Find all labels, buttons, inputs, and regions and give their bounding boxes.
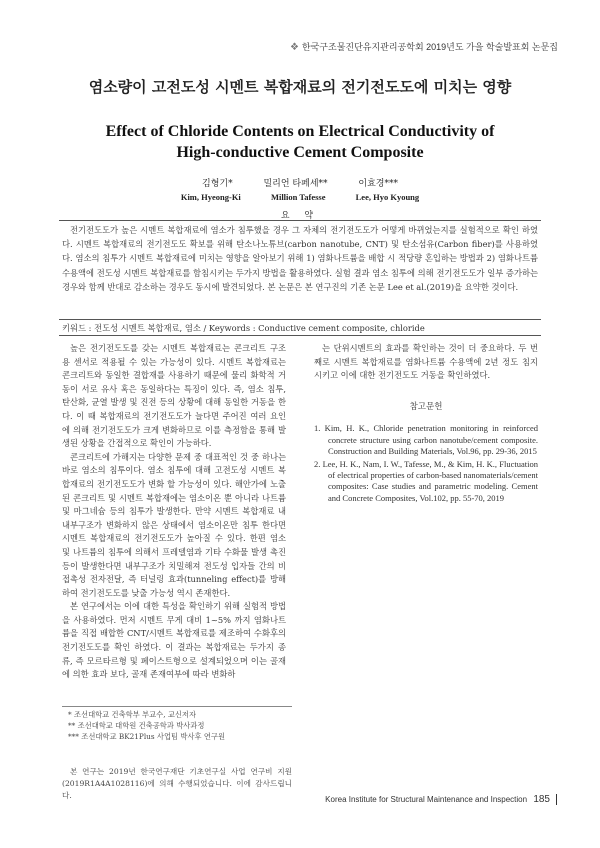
page-number: 185 (533, 794, 557, 805)
running-header (290, 40, 558, 53)
author-en-2: Million Tafesse (270, 192, 326, 202)
title-korean: 염소량이 고전도성 시멘트 복합재료의 전기전도도에 미치는 영향 (88, 78, 512, 96)
body-paragraph: 콘크리트에 가해지는 다양한 문제 중 대표적인 것 중 하나는 바로 염소의 침투이다. 염소 침투에 대해 고전도성 시멘트 복합재료의 전기전도도가 변화 할 가능성이 있다. 해안가에 노출된 콘크리트 및 시멘트 복합재에는 염소이온 뿐 아니라 나트륨 및 마그네슘 등의 침투가 발생한다. 만약 시멘트 복합재료 내 내부구조가 변화하지 않은 상태에서 염소이온만 침투 한다면 시멘트 복합재료의 전기전도도가 높아질 수 있다. 한편 염소 및 나트륨의 침투에 의해서 프레델염과 기타 수화물 발생 촉진 등이 발생한다면 내부구조가 치밀해져 전도성 입자들 간의 비접촉성 전자전달, 즉 터널링 효과(tunneling effect)를 방해 하여 전기전도도를 낮출 가능성 역시 존재한다. (62, 451, 286, 598)
reference-item: 2. Lee, H. K., Nam, I. W., Tafesse, M., & Kim, H. K., Fluctuation of electrical properties of carbon-based nanomaterials/cement composites: Case studies and parametric modeling. Cement and Concrete Composites, Vol.102, pp. 55-70, 2019 (314, 458, 538, 503)
keywords-top-rule (59, 319, 541, 320)
author-ko-1: 김형기* (202, 179, 233, 189)
authors-korean (0, 176, 600, 189)
body-left-column (62, 342, 286, 682)
footer-institute: Korea Institute for Structural Maintenance and Inspection (325, 795, 528, 804)
abstract-top-rule (59, 220, 541, 221)
body-paragraph: 본 연구에서는 이에 대한 특성을 확인하기 위해 실험적 방법을 사용하였다. 먼저 시멘트 무게 대비 1~5% 까지 염화나트륨을 직접 배합한 CNT/시멘트 복합재료를 제조하여 수화후의 전기전도도를 확인 하였다. 이 결과는 복합재료는 두가지 종류, 즉 모르타르형 및 페이스트형으로 설계되었으며 이는 골재에 의한 효과 보다, 골재 존재여부에 따라 변화하 (62, 601, 286, 680)
authors-english (0, 192, 600, 202)
author-en-1: Kim, Hyeong-Ki (180, 192, 241, 202)
title-english-line-1: Effect of Chloride Contents on Electrical Conductivity of (105, 123, 495, 140)
title-english (0, 121, 600, 163)
abstract-heading: 요 약 (280, 211, 320, 221)
page-footer (325, 794, 557, 805)
body-right-column (314, 342, 538, 506)
footnote-separator (62, 706, 292, 707)
keywords-bottom-rule (59, 335, 541, 336)
abstract-text: 전기전도도가 높은 시멘트 복합재료에 염소가 침투했을 경우 그 자체의 전기전도도가 어떻게 바뀌었는지를 실험적으로 확인 하였다. 시멘트 복합재료의 전기전도도 확보를 위해 탄소나노튜브(carbon nanotube, CNT) 및 탄소섬유(Carbon fiber)를 사용하였다. 염소의 침투가 시멘트 복합재료에 미치는 영향을 알아보기 위해 1) 염화나트륨을 배합 시 적당량 혼입하는 방법과 2) 염화나트륨 수용액에 전도성 시멘트 복합재료를 함침시키는 두가지 방법을 활용하였다. 실험 결과 염소 침투에 의해 전기전도도가 일부 증가하는 경우와 함께 반대로 감소하는 경우도 동시에 발견되었다. 본 논문은 본 연구진의 기존 논문 Lee et al.(2019)을 요약한 것이다. (62, 225, 538, 292)
body-paragraph: 는 단위시멘트의 효과를 확인하는 것이 더 중요하다. 두 번째로 시멘트 복합재료를 염화나트륨 수용액에 2년 정도 침지시키고 이에 대한 전기전도도 거동을 확인하였다. (314, 343, 538, 381)
author-en-3: Lee, Hyo Kyoung (355, 192, 420, 202)
reference-item: 1. Kim, H. K., Chloride penetration monitoring in reinforced concrete structure using carbon nanotube/cement composite. Construction and Building Materials, Vol.96, pp. 29-36, 2015 (314, 423, 538, 456)
footnotes (62, 709, 292, 742)
keywords: 키워드 : 전도성 시멘트 복합재료, 염소 / Keywords : Conductive cement composite, chloride (62, 323, 425, 333)
footnote-item: *** 조선대학교 BK21Plus 사업팀 박사후 연구원 (68, 732, 226, 741)
acknowledgement: 본 연구는 2019년 한국연구재단 기초연구실 사업 연구비 지원(2019R1A4A1028116)에 의해 수행되었습니다. 이에 감사드립니다. (62, 767, 292, 800)
body-paragraph: 높은 전기전도도를 갖는 시멘트 복합재료는 콘크리트 구조용 센서로 적용될 수 있는 가능성이 있다. 시멘트 복합재료는 콘크리트와 동일한 결합재를 사용하기 때문에 물리 화학적 거동이 서로 유사 혹은 동일하다는 특징이 있다. 즉, 염소 침투, 탄산화, 균열 발생 및 진전 등의 상황에 대해 동일한 거동을 한다. 이 때 복합재료의 전기전도도가 늘다면 주어진 여러 요인에 의해 전기전도도가 크게 변화하므로 이를 측정함을 통해 발생된 상황을 간접적으로 확인이 가능하다. (62, 343, 286, 449)
author-ko-3: 이효경*** (358, 179, 398, 189)
header-mark-icon: ❖ (289, 42, 299, 53)
references-heading: 참고문헌 (409, 401, 443, 412)
footnote-item: * 조선대학교 건축학부 부교수, 교신저자 (68, 710, 197, 719)
footnote-item: ** 조선대학교 대학원 건축공학과 박사과정 (68, 721, 205, 730)
author-ko-2: 밀리언 타페세** (263, 179, 328, 189)
journal-name: 한국구조물진단유지관리공학회 2019년도 가을 학술발표회 논문집 (301, 42, 558, 52)
title-english-line-2: High-conductive Cement Composite (176, 144, 424, 161)
